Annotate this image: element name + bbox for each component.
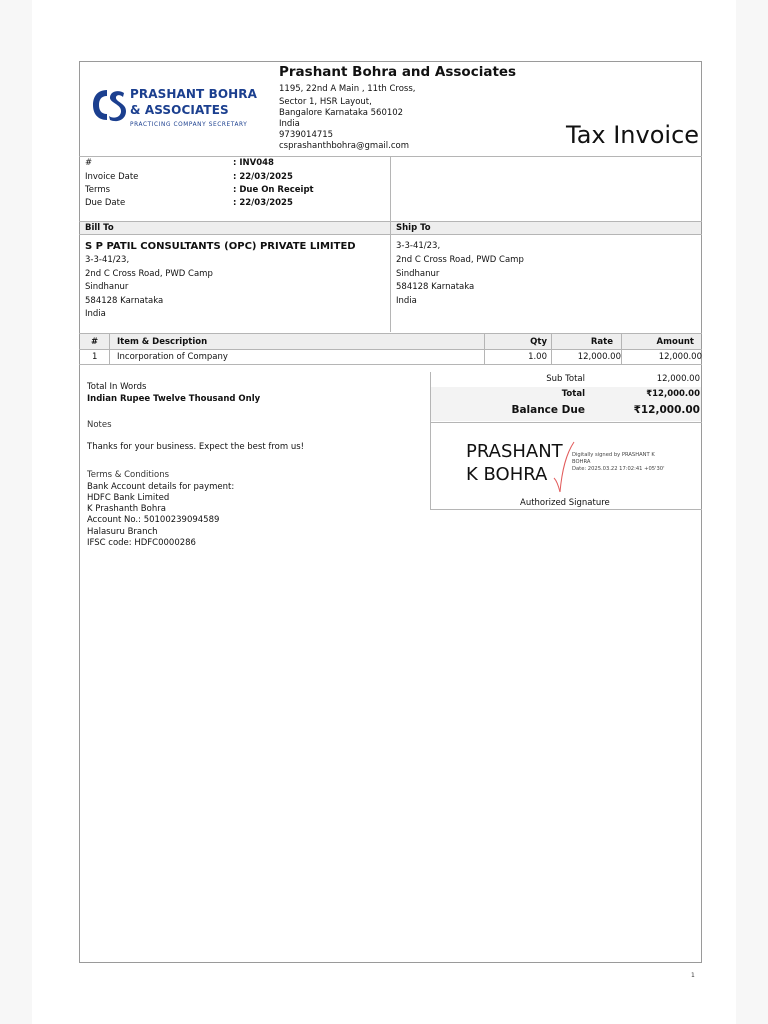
document-title: Tax Invoice xyxy=(566,121,700,149)
invoice-date-value: : 22/03/2025 xyxy=(233,172,293,182)
authorized-signature-caption: Authorized Signature xyxy=(520,498,610,508)
column-header-number: # xyxy=(91,337,99,347)
due-date-label: Due Date xyxy=(85,198,126,208)
digital-signature-line: Digitally signed by PRASHANT K xyxy=(572,452,655,458)
bill-to-address-line: 3-3-41/23, xyxy=(85,255,130,265)
notes-label: Notes xyxy=(87,420,112,430)
terms-line: Halasuru Branch xyxy=(87,527,158,537)
invoice-number-label: # xyxy=(85,158,93,168)
divider xyxy=(430,509,702,510)
divider xyxy=(79,364,702,365)
divider xyxy=(430,422,702,423)
total-in-words-value: Indian Rupee Twelve Thousand Only xyxy=(87,394,261,404)
terms-line: Account No.: 50100239094589 xyxy=(87,515,220,525)
terms-line: Bank Account details for payment: xyxy=(87,482,235,492)
logo-line-2: & ASSOCIATES xyxy=(130,103,229,117)
divider xyxy=(390,156,391,221)
seller-address-line: 1195, 22nd A Main , 11th Cross, xyxy=(279,84,416,94)
terms-line: HDFC Bank Limited xyxy=(87,493,170,503)
sub-total-label: Sub Total xyxy=(546,374,585,384)
divider xyxy=(484,334,485,364)
logo-tagline: PRACTICING COMPANY SECRETARY xyxy=(130,122,248,128)
divider xyxy=(551,334,552,364)
company-name: Prashant Bohra and Associates xyxy=(279,64,517,80)
terms-conditions-label: Terms & Conditions xyxy=(87,470,170,480)
column-header-qty: Qty xyxy=(530,337,547,347)
balance-due-value: ₹12,000.00 xyxy=(633,404,700,416)
bill-to-address-line: 2nd C Cross Road, PWD Camp xyxy=(85,269,213,279)
row-qty: 1.00 xyxy=(528,352,547,362)
signature-name-line-1: PRASHANT xyxy=(466,441,563,462)
seller-phone: 9739014715 xyxy=(279,130,334,140)
ship-to-address-line: Sindhanur xyxy=(396,269,440,279)
bill-to-address-line: India xyxy=(85,309,106,319)
divider xyxy=(109,334,110,364)
ship-to-address-line: 3-3-41/23, xyxy=(396,241,441,251)
company-logo-icon xyxy=(91,87,127,123)
invoice-date-label: Invoice Date xyxy=(85,172,139,182)
ship-to-address-line: 2nd C Cross Road, PWD Camp xyxy=(396,255,524,265)
bill-to-address-line: 584128 Karnataka xyxy=(85,296,164,306)
sub-total-value: 12,000.00 xyxy=(656,374,700,384)
bill-to-heading: Bill To xyxy=(85,223,114,233)
invoice-number-value: : INV048 xyxy=(233,158,274,168)
seller-address-line: Sector 1, HSR Layout, xyxy=(279,97,372,107)
divider xyxy=(79,349,702,350)
divider xyxy=(79,333,702,334)
divider xyxy=(390,221,391,332)
bill-to-address-line: Sindhanur xyxy=(85,282,129,292)
ship-to-address-line: 584128 Karnataka xyxy=(396,282,475,292)
page-number: 1 xyxy=(691,972,695,979)
terms-line: IFSC code: HDFC0000286 xyxy=(87,538,196,548)
seller-address-line: Bangalore Karnataka 560102 xyxy=(279,108,404,118)
terms-value: : Due On Receipt xyxy=(233,185,314,195)
digital-signature-date: Date: 2025.03.22 17:02:41 +05'30' xyxy=(572,466,665,472)
ship-to-address-line: India xyxy=(396,296,417,306)
row-amount: 12,000.00 xyxy=(658,352,702,362)
column-header-amount: Amount xyxy=(656,337,694,347)
terms-label: Terms xyxy=(85,185,111,195)
signature-name-line-2: K BOHRA xyxy=(466,464,548,485)
row-description: Incorporation of Company xyxy=(117,352,228,362)
total-value: ₹12,000.00 xyxy=(646,389,700,399)
bill-to-name: S P PATIL CONSULTANTS (OPC) PRIVATE LIMITED xyxy=(85,241,356,252)
divider xyxy=(621,334,622,364)
seller-email: csprashanthbohra@gmail.com xyxy=(279,141,409,151)
digital-signature-line: BOHRA xyxy=(572,459,591,465)
column-header-rate: Rate xyxy=(590,337,613,347)
column-header-description: Item & Description xyxy=(117,337,208,347)
row-number: 1 xyxy=(92,352,98,362)
due-date-value: : 22/03/2025 xyxy=(233,198,293,208)
logo-line-1: PRASHANT BOHRA xyxy=(130,87,258,101)
total-label: Total xyxy=(561,389,585,399)
row-rate: 12,000.00 xyxy=(577,352,621,362)
ship-to-heading: Ship To xyxy=(396,223,431,233)
balance-due-label: Balance Due xyxy=(511,404,585,416)
terms-line: K Prashanth Bohra xyxy=(87,504,166,514)
total-in-words-label: Total In Words xyxy=(87,382,147,392)
seller-address-line: India xyxy=(279,119,300,129)
notes-text: Thanks for your business. Expect the best from us! xyxy=(87,442,305,452)
